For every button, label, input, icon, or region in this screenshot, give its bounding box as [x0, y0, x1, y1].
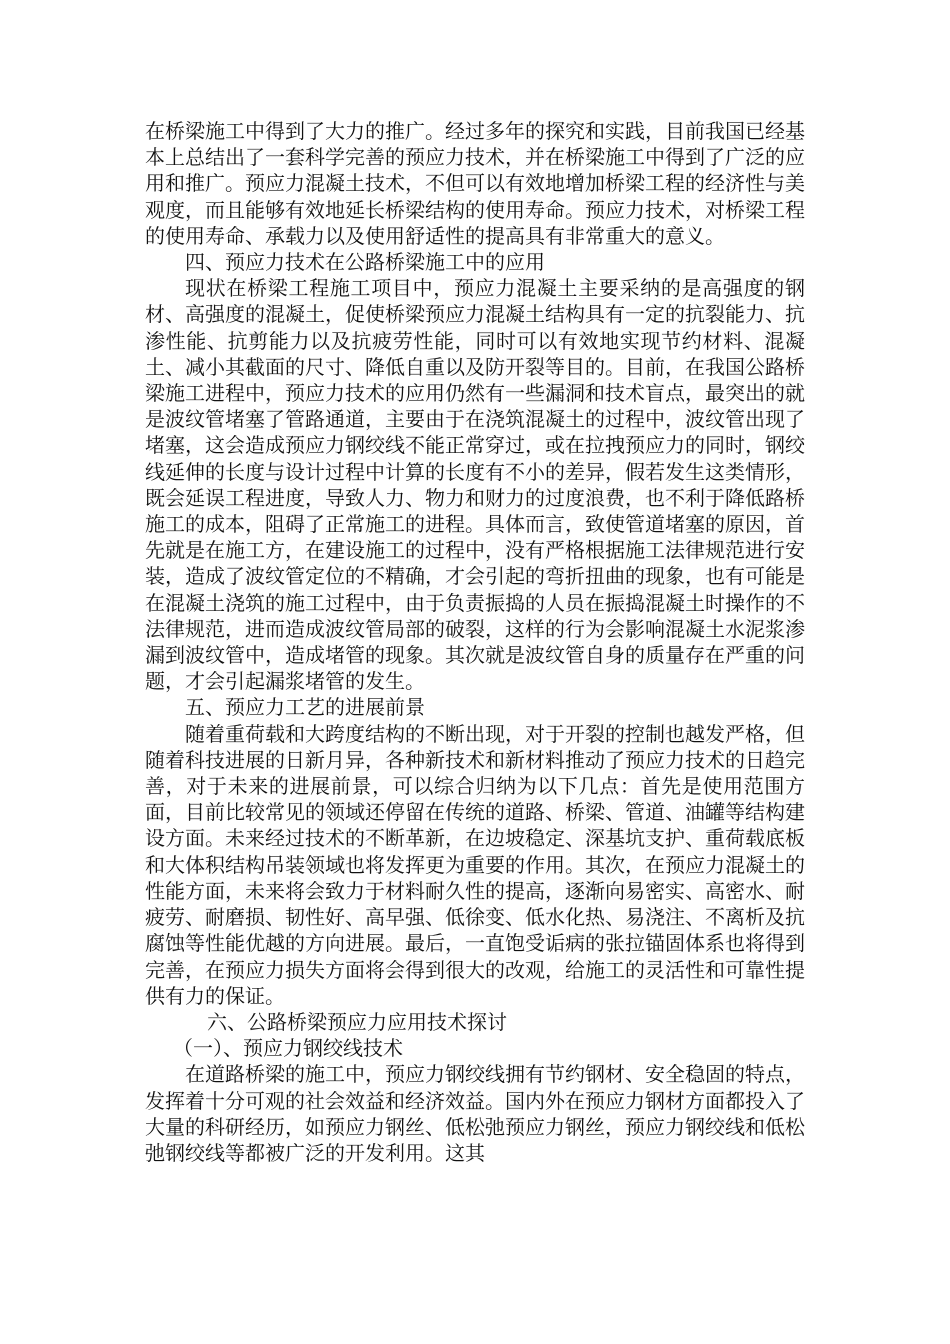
- body-paragraph: 随着重荷载和大跨度结构的不断出现，对于开裂的控制也越发严格，但随着科技进展的日新月异，各种新技术和新材料推动了预应力技术的日趋完善，对于未来的进展前景，可以综合归纳为以下几点：首先是使用范围方面，目前比较常见的领域还停留在传统的道路、桥梁、管道、油罐等结构建设方面。未来经过技术的不断革新，在边坡稳定、深基坑支护、重荷载底板和大体积结构吊装领域也将发挥更为重要的作用。其次，在预应力混凝土的性能方面，未来将会致力于材料耐久性的提高，逐渐向易密实、高密水、耐疲劳、耐磨损、韧性好、高早强、低徐变、低水化热、易浇注、不离析及抗腐蚀等性能优越的方向进展。最后，一直饱受诟病的张拉锚固体系也将得到完善，在预应力损失方面将会得到很大的改观，给施工的灵活性和可靠性提供有力的保证。: [145, 721, 805, 1008]
- section-heading-5: 五、预应力工艺的进展前景: [185, 695, 425, 720]
- document-page: [145, 118, 805, 1166]
- body-paragraph: 在道路桥梁的施工中，预应力钢绞线拥有节约钢材、安全稳固的特点，发挥着十分可观的社会效益和经济效益。国内外在预应力钢材方面都投入了大量的科研经历，如预应力钢丝、低松弛预应力钢丝，预应力钢绞线和低松弛钢绞线等都被广泛的开发利用。这其: [145, 1062, 805, 1165]
- subsection-heading-6-1: （一）、预应力钢绞线技术: [173, 1036, 403, 1061]
- body-paragraph: 现状在桥梁工程施工项目中，预应力混凝土主要采纳的是高强度的钢材、高强度的混凝土，促使桥梁预应力混凝土结构具有一定的抗裂能力、抗渗性能、抗剪能力以及抗疲劳性能，同时可以有效地实现节约材料、混凝土、减小其截面的尺寸、降低自重以及防开裂等目的。目前，在我国公路桥梁施工进程中，预应力技术的应用仍然有一些漏洞和技术盲点，最突出的就是波纹管堵塞了管路通道，主要由于在浇筑混凝土的过程中，波纹管出现了堵塞，这会造成预应力钢绞线不能正常穿过，或在拉拽预应力的同时，钢绞线延伸的长度与设计过程中计算的长度有不小的差异，假若发生这类情形，既会延误工程进度，导致人力、物力和财力的过度浪费，也不利于降低路桥施工的成本，阻碍了正常施工的进程。具体而言，致使管道堵塞的原因，首先就是在施工方，在建设施工的过程中，没有严格根据施工法律规范进行安装，造成了波纹管定位的不精确，才会引起的弯折扭曲的现象，也有可能是在混凝土浇筑的施工过程中，由于负责振捣的人员在振捣混凝土时操作的不法律规范，进而造成波纹管局部的破裂，这样的行为会影响混凝土水泥浆渗漏到波纹管中，造成堵管的现象。其次就是波纹管自身的质量存在严重的问题，才会引起漏浆堵管的发生。: [145, 276, 805, 694]
- body-paragraph-continuation: 在桥梁施工中得到了大力的推广。经过多年的探究和实践，目前我国已经基本上总结出了一套科学完善的预应力技术，并在桥梁施工中得到了广泛的应用和推广。预应力混凝土技术，不但可以有效地增加桥梁工程的经济性与美观度，而且能够有效地延长桥梁结构的使用寿命。预应力技术，对桥梁工程的使用寿命、承载力以及使用舒适性的提高具有非常重大的意义。: [145, 119, 805, 248]
- section-heading-6: 六、公路桥梁预应力应用技术探讨: [207, 1009, 507, 1034]
- section-heading-4: 四、预应力技术在公路桥梁施工中的应用: [185, 250, 545, 275]
